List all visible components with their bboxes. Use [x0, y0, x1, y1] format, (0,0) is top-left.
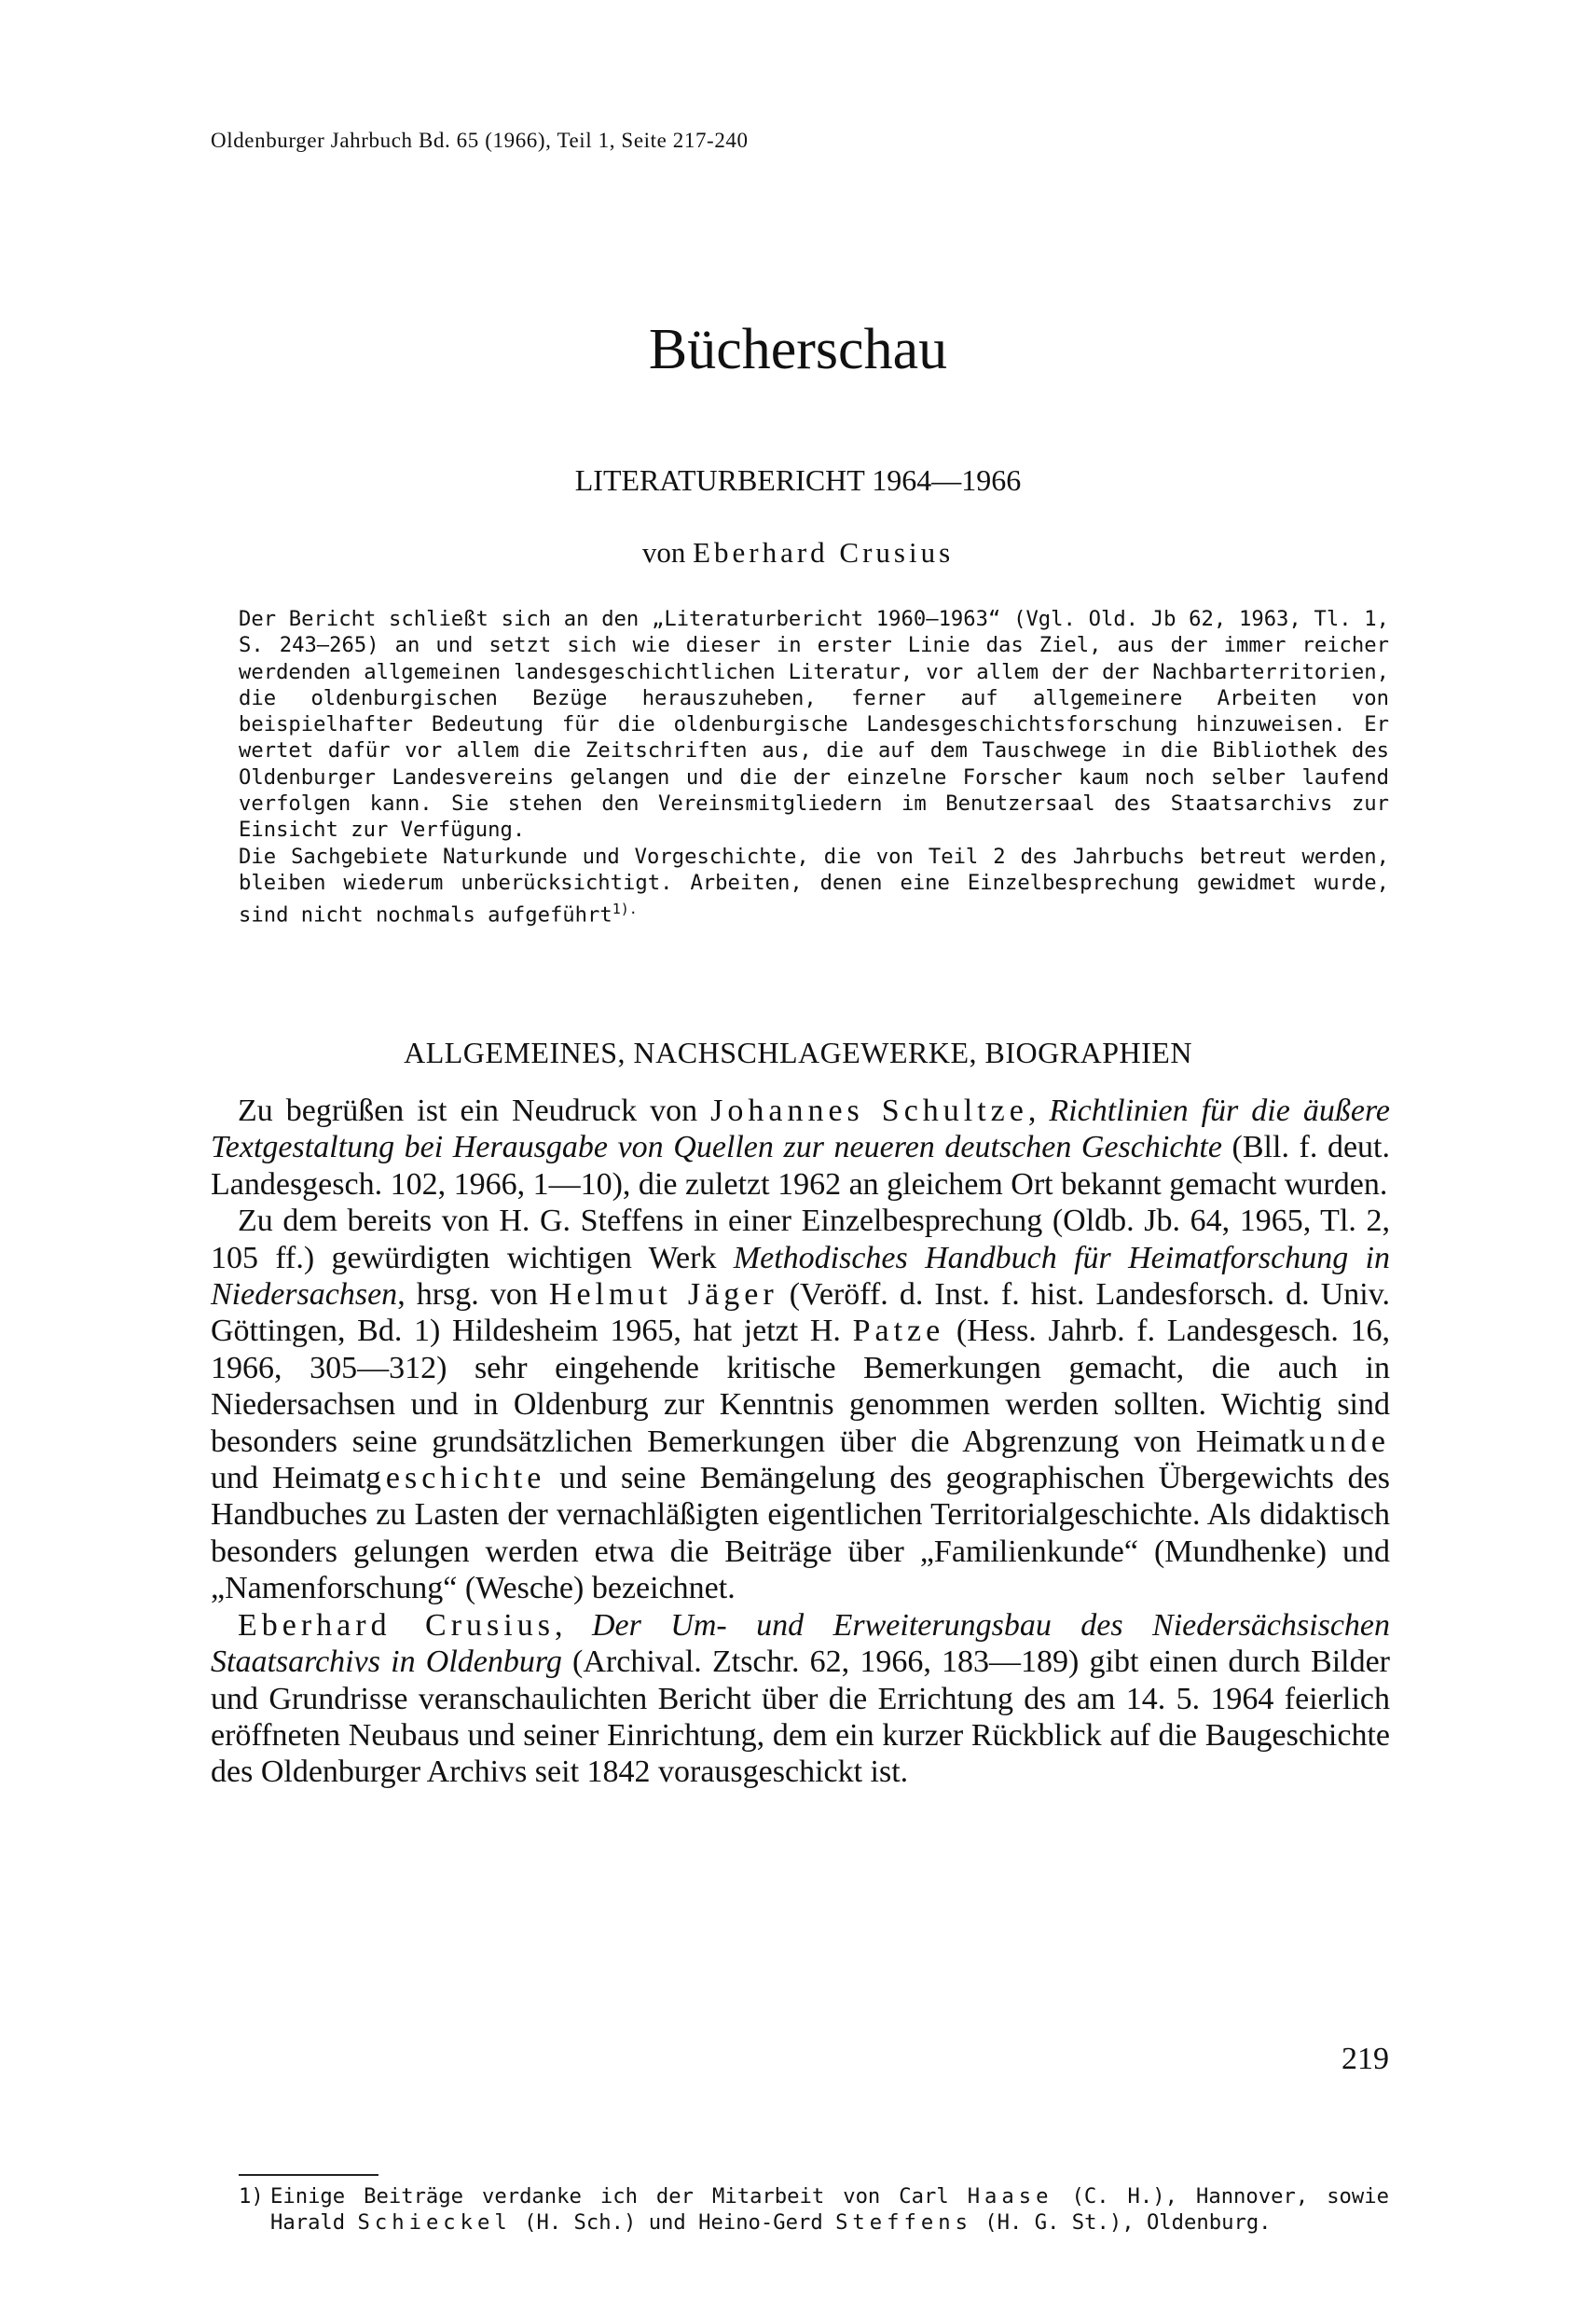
text-run: und Heimat [211, 1461, 365, 1496]
footnote [239, 2183, 1389, 2236]
work-title: Der Um- und Erweiterungsbau des Niedersächsischen Staatsarchivs in Oldenburg [211, 1607, 1391, 1680]
text-run: und seine Bemängelung des geographischen Übergewichts des Handbuches zu Lasten der vernachläßigten eigentlichen Territorialgeschichte. Als didaktisch besonders gelungen werden etwa die Beiträge über „Familienkunde“ (Mundhenke) und „Namenforschung“ (Wesche) bezeichnet. [211, 1461, 1390, 1606]
text-run: Einige Beiträge verdanke ich der Mitarbeit von Carl [270, 2184, 968, 2209]
body-paragraph-1 [211, 1093, 1390, 1203]
footnote-text [239, 2183, 1389, 2236]
author-name: Johannes Schultze [710, 1094, 1028, 1128]
work-title: Richtlinien für die äußere Textgestaltung bei Herausgabe von Quellen zur neueren deutschen Geschichte [211, 1094, 1391, 1165]
contributor-name: Schieckel [357, 2210, 512, 2236]
footnote-number: 1) [239, 2184, 264, 2209]
reviewer-name: Patze [852, 1314, 945, 1349]
work-title: Methodisches Handbuch für Heimatforschung in Niedersachsen [211, 1240, 1391, 1313]
byline-prefix: von [641, 536, 686, 569]
text-run: , [1027, 1094, 1050, 1128]
editor-name: Helmut Jäger [548, 1277, 778, 1313]
body-text [211, 1093, 1390, 1791]
byline-author: Eberhard Crusius [693, 536, 955, 569]
contributor-name: Steffens [835, 2210, 972, 2236]
section-heading: ALLGEMEINES, NACHSCHLAGEWERKE, BIOGRAPHIEN [404, 1036, 1192, 1069]
emphasized-term: kunde [1288, 1424, 1390, 1459]
text-run: (Hess. Jahrb. f. Landesgesch. 16, 1966, 305—312) sehr eingehende kritische Bemerkungen gemacht, die auch in Niedersachsen und in Oldenburg zur Kenntnis genommen werden sollten. Wichtig sind besonders seine grundsätzlichen Bemerkungen über die Abgrenzung von Heimat [211, 1314, 1390, 1459]
footnote-divider [239, 2174, 378, 2176]
text-run: , hrsg. von [397, 1277, 549, 1313]
intro-text [239, 606, 1389, 929]
text-run: Zu dem bereits von H. G. Steffens in einer Einzelbesprechung (Oldb. Jb. 64, 1965, Tl. 2, 105 ff.) gewürdigten wichtigen Werk [211, 1204, 1390, 1275]
intro-paragraph-2 [239, 844, 1389, 929]
author-name: Eberhard Crusius [238, 1607, 555, 1643]
text-run: (C. H.), Hannover, sowie Harald [270, 2184, 1389, 2236]
body-paragraph-2 [211, 1203, 1390, 1606]
body-paragraph-3 [211, 1607, 1390, 1791]
text-run: (H. G. St.), Oldenburg. [971, 2210, 1272, 2236]
emphasized-term: geschichte [365, 1461, 546, 1496]
page-title: Bücherschau [648, 318, 948, 381]
text-run: Zu begrüßen ist ein Neudruck von [238, 1094, 711, 1128]
text-run: (Archival. Ztschr. 62, 1966, 183—189) gibt einen durch Bilder und Grundrisse veranschaulichten Bericht über die Errichtung des am 14. 5. 1964 feierlich eröffneten Neubaus und seiner Einrichtung, dem ein kurzer Rückblick auf die Baugeschichte des Oldenburger Archivs seit 1842 vorausgeschickt ist. [211, 1645, 1391, 1790]
text-run: (Bll. f. deut. Landesgesch. 102, 1966, 1—10), die zuletzt 1962 an gleichem Ort bekannt gemacht wurden. [211, 1130, 1390, 1202]
report-subtitle: LITERATURBERICHT 1964—1966 [574, 463, 1022, 497]
contributor-name: Haase [967, 2184, 1053, 2209]
intro-paragraph-2-text: Die Sachgebiete Naturkunde und Vorgeschichte, die von Teil 2 des Jahrbuchs betreut werden, bleiben wiederum unberücksichtigt. Arbeiten, denen eine Einzelbesprechung gewidmet wurde, sind nicht nochmals aufgeführt [239, 844, 1389, 928]
footnote-reference: 1). [612, 901, 638, 918]
text-run: , [554, 1607, 592, 1643]
text-run: (H. Sch.) und Heino-Gerd [511, 2210, 836, 2236]
page-number: 219 [1341, 2042, 1389, 2076]
text-run: (Veröff. d. Inst. f. hist. Landesforsch. d. Univ. Göttingen, Bd. 1) Hildesheim 1965, hat jetzt H. [211, 1277, 1391, 1349]
intro-paragraph-1: Der Bericht schließt sich an den „Literaturbericht 1960—1963“ (Vgl. Old. Jb 62, 1963, Tl. 1, S. 243—265) an und setzt sich wie dieser in erster Linie das Ziel, aus der immer reicher werdenden allgemeinen landesgeschichtlichen Literatur, vor allem der der Nachbarterritorien, die oldenburgischen Bezüge herauszuheben, ferner auf allgemeinere Arbeiten von beispielhafter Bedeutung für die oldenburgische Landesgeschichtsforschung hinzuweisen. Er wertet dafür vor allem die Zeitschriften aus, die auf dem Tauschwege in die Bibliothek des Oldenburger Landesvereins gelangen und die der einzelne Forscher kaum noch selber laufend verfolgen kann. Sie stehen den Vereinsmitgliedern im Benutzersaal des Staatsarchivs zur Einsicht zur Verfügung. [239, 607, 1389, 843]
running-head: Oldenburger Jahrbuch Bd. 65 (1966), Teil 1, Seite 217-240 [211, 129, 749, 152]
byline [0, 536, 1596, 570]
